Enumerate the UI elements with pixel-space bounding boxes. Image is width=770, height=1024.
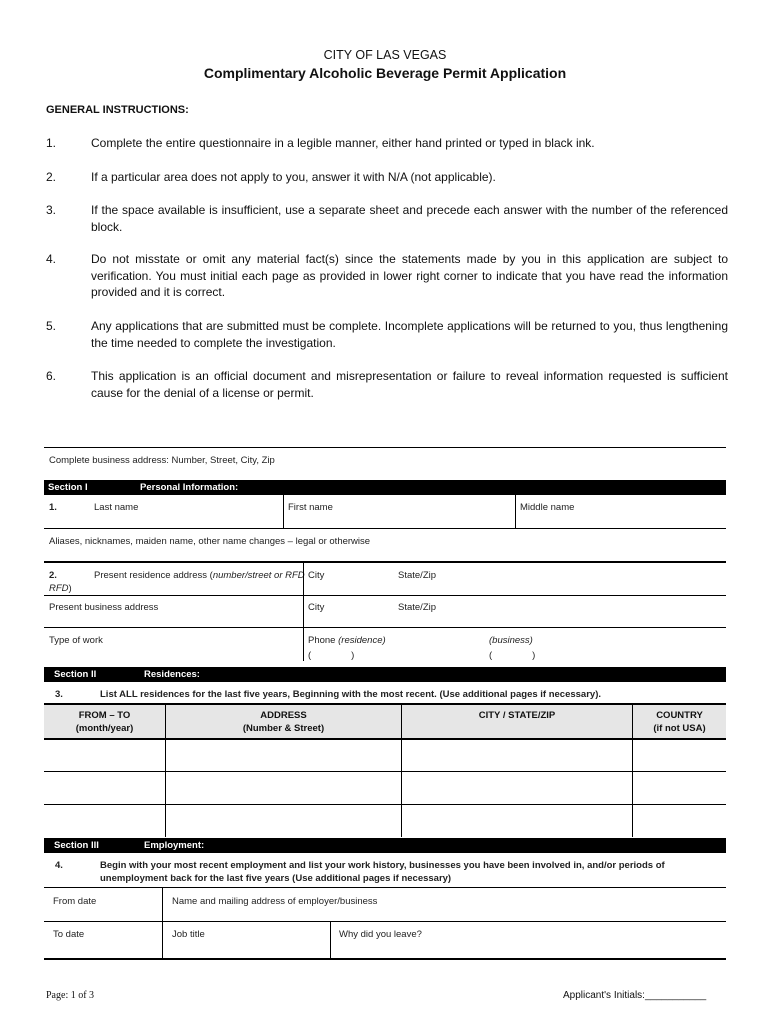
page-title: Complimentary Alcoholic Beverage Permit Application	[203, 65, 567, 81]
section-2-label: Section II	[54, 669, 97, 680]
divider	[44, 887, 726, 888]
aliases-label: Aliases, nicknames, maiden name, other name changes – legal or otherwise	[49, 536, 371, 547]
instruction-item	[46, 368, 728, 401]
phone-label: Phone (residence)	[308, 635, 386, 646]
type-of-work-label: Type of work	[49, 635, 103, 646]
employment-instruction-line2: unemployment back for the last five years (Use additional pages if necessary)	[100, 873, 452, 884]
from-date-label: From date	[53, 896, 97, 907]
table-row[interactable]	[44, 773, 165, 803]
table-row[interactable]	[44, 806, 165, 836]
instruction-text: If a particular area does not apply to you, answer it with N/A (not applicable).	[91, 170, 496, 184]
state-zip-label: State/Zip	[398, 602, 437, 613]
item-number: 3.	[55, 689, 63, 700]
instruction-number: 5.	[46, 319, 57, 333]
first-name-label: First name	[288, 502, 333, 513]
business-phone-field[interactable]: ( )	[489, 650, 536, 661]
city-label: City	[308, 570, 325, 581]
divider	[44, 958, 726, 960]
divider	[162, 888, 163, 960]
city-label: City	[308, 602, 325, 613]
city-heading: CITY OF LAS VEGAS	[323, 48, 447, 62]
section-1-title: Personal Information:	[140, 482, 239, 493]
section-3-bar	[44, 838, 726, 853]
page-number: Page: 1 of 3	[46, 990, 95, 1001]
section-3-title: Employment:	[144, 840, 205, 851]
instruction-number: 3.	[46, 203, 57, 217]
job-title-label: Job title	[172, 929, 205, 940]
divider	[330, 922, 331, 960]
instruction-text: Do not misstate or omit any material fact(s) since the statements made by you in this application are subject to verification. You must initial each page as provided in lower right corner to indicate that you have read the information provided and it is correct.	[91, 252, 728, 299]
to-date-label: To date	[53, 929, 85, 940]
section-3-label: Section III	[54, 840, 99, 851]
instruction-text: This application is an official document and misrepresentation or failure to reveal information requested is sufficient cause for the denial of a license or permit.	[91, 369, 728, 400]
divider	[632, 703, 633, 837]
business-address-label: Present business address	[49, 602, 159, 613]
section-2-title: Residences:	[144, 669, 200, 680]
instruction-number: 1.	[46, 136, 57, 150]
instruction-text: If the space available is insufficient, use a separate sheet and precede each answer with the number of the referenced block.	[91, 203, 728, 234]
residence-phone-field[interactable]: ( )	[308, 650, 355, 661]
residences-instruction: List ALL residences for the last five years, Beginning with the most recent. (Use additional pages if necessary).	[100, 689, 601, 700]
middle-name-label: Middle name	[520, 502, 575, 513]
instruction-number: 4.	[46, 252, 57, 266]
aliases-field[interactable]	[44, 548, 726, 560]
instruction-item	[46, 318, 728, 351]
instruction-item	[46, 251, 728, 301]
employment-instruction-line1: Begin with your most recent employment and list your work history, businesses you have been involved in, and/or periods of	[100, 860, 665, 871]
residence-address-label: Present residence address (number/street or RFD	[94, 570, 305, 581]
instructions-heading: GENERAL INSTRUCTIONS:	[46, 104, 189, 116]
employer-label: Name and mailing address of employer/business	[172, 896, 378, 907]
column-header-from-to: FROM – TO (month/year)	[75, 710, 134, 734]
state-zip-label: State/Zip	[398, 570, 437, 581]
section-2-bar	[44, 667, 726, 682]
divider	[44, 921, 726, 922]
business-address-label: Complete business address: Number, Street, City, Zip	[49, 455, 275, 466]
divider	[44, 595, 726, 596]
instruction-text: Complete the entire questionnaire in a legible manner, either hand printed or typed in black ink.	[91, 136, 595, 150]
item-number: 4.	[55, 860, 63, 871]
divider	[165, 703, 166, 837]
divider	[44, 561, 726, 563]
divider	[401, 703, 402, 837]
column-header-address: ADDRESS (Number & Street)	[242, 710, 325, 734]
middle-name-field[interactable]	[516, 514, 726, 527]
item-number: 2.	[49, 570, 57, 581]
instruction-item	[46, 202, 728, 235]
table-row[interactable]	[44, 740, 165, 770]
section-1-bar	[44, 480, 726, 495]
residence-address-label-cont: RFD)	[49, 583, 72, 594]
section-1-label: Section I	[48, 482, 88, 493]
applicant-initials: Applicant's Initials:___________	[563, 990, 707, 1001]
item-number: 1.	[49, 502, 57, 513]
divider	[44, 804, 726, 805]
instruction-item	[46, 135, 728, 152]
instruction-item	[46, 169, 728, 186]
column-header-country: COUNTRY (if not USA)	[653, 710, 706, 734]
instruction-number: 6.	[46, 369, 57, 383]
first-name-field[interactable]	[284, 514, 514, 527]
divider	[44, 447, 726, 448]
divider	[44, 627, 726, 628]
last-name-field[interactable]	[44, 514, 283, 527]
divider	[44, 703, 726, 705]
divider	[303, 563, 304, 661]
instruction-text: Any applications that are submitted must be complete. Incomplete applications will be returned to you, thus lengthening the time needed to complete the investigation.	[91, 319, 728, 350]
divider	[44, 771, 726, 772]
why-leave-label: Why did you leave?	[339, 929, 422, 940]
business-phone-label: (business)	[489, 635, 533, 646]
divider	[44, 528, 726, 529]
instruction-number: 2.	[46, 170, 57, 184]
last-name-label: Last name	[94, 502, 139, 513]
column-header-city-state-zip: CITY / STATE/ZIP	[478, 710, 556, 721]
